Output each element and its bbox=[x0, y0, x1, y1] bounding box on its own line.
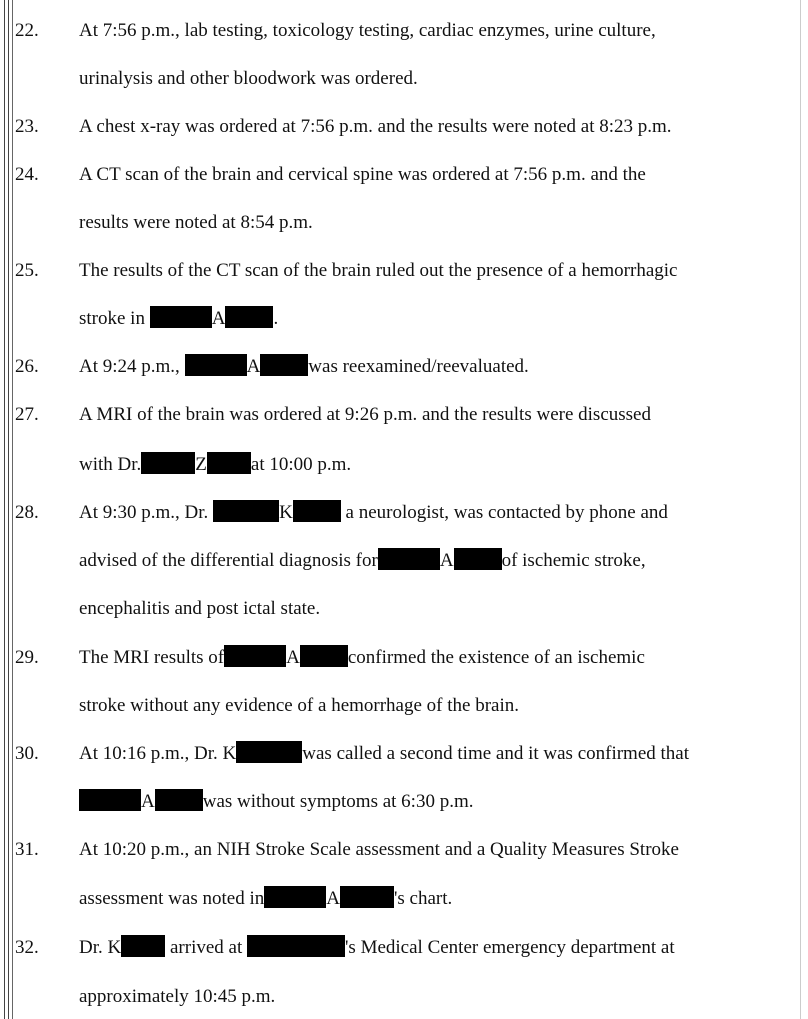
text-run: a neurologist, was contacted by phone and bbox=[340, 502, 668, 523]
paragraph-line bbox=[0, 352, 808, 382]
paragraph-text bbox=[79, 352, 529, 382]
paragraph-text bbox=[79, 643, 645, 673]
redaction-bar bbox=[260, 354, 308, 376]
paragraph-line bbox=[0, 884, 808, 914]
text-run: approximately 10:45 p.m. bbox=[79, 986, 276, 1007]
text-run: stroke without any evidence of a hemorrhage of the brain. bbox=[79, 695, 520, 716]
paragraph-line bbox=[0, 256, 808, 286]
text-run: was reexamined/reevaluated. bbox=[308, 356, 529, 377]
text-run: stroke in bbox=[79, 308, 150, 329]
redaction-bar bbox=[378, 548, 440, 570]
text-run: advised of the differential diagnosis for bbox=[79, 550, 378, 571]
paragraph-text bbox=[79, 691, 519, 721]
text-run: At 10:16 p.m., Dr. K bbox=[79, 743, 237, 764]
paragraph-line bbox=[0, 933, 808, 963]
redaction-bar bbox=[150, 306, 212, 328]
text-run: A bbox=[439, 550, 454, 571]
text-run: 's chart. bbox=[393, 888, 453, 909]
redaction-bar bbox=[224, 645, 286, 667]
paragraph-text bbox=[79, 884, 452, 914]
text-run: At 9:30 p.m., Dr. bbox=[79, 502, 214, 523]
redaction-bar bbox=[207, 452, 251, 474]
paragraph-number: 32. bbox=[15, 937, 39, 958]
paragraph-text bbox=[79, 933, 675, 963]
redaction-bar bbox=[454, 548, 502, 570]
paragraph-text bbox=[79, 400, 651, 430]
redaction-bar bbox=[79, 789, 141, 811]
text-run: At 10:20 p.m., an NIH Stroke Scale assessment and a Quality Measures Stroke bbox=[79, 839, 679, 860]
text-run: K bbox=[279, 502, 293, 523]
paragraph-text bbox=[79, 450, 351, 480]
text-run: A bbox=[286, 647, 300, 668]
text-run: 's Medical Center emergency department at bbox=[345, 937, 675, 958]
paragraph-number: 31. bbox=[15, 839, 39, 860]
paragraph-line bbox=[0, 112, 808, 142]
paragraph-number: 25. bbox=[15, 260, 39, 281]
text-run: At 7:56 p.m., lab testing, toxicology testing, cardiac enzymes, urine culture, bbox=[79, 20, 656, 41]
paragraph-line bbox=[0, 160, 808, 190]
text-run: Dr. K bbox=[79, 937, 122, 958]
paragraph-line bbox=[0, 450, 808, 480]
redaction-bar bbox=[185, 354, 247, 376]
paragraph-line bbox=[0, 64, 808, 94]
text-run: A chest x-ray was ordered at 7:56 p.m. and the results were noted at 8:23 p.m. bbox=[79, 116, 672, 137]
paragraph-line bbox=[0, 643, 808, 673]
text-run: A CT scan of the brain and cervical spine was ordered at 7:56 p.m. and the bbox=[79, 164, 646, 185]
redaction-bar bbox=[300, 645, 348, 667]
redaction-bar bbox=[225, 306, 273, 328]
paragraph-line bbox=[0, 16, 808, 46]
paragraph-text bbox=[79, 835, 679, 865]
paragraph-number: 29. bbox=[15, 647, 39, 668]
paragraph-line bbox=[0, 982, 808, 1012]
redaction-bar bbox=[293, 500, 341, 522]
paragraph-line bbox=[0, 691, 808, 721]
text-run: was without symptoms at 6:30 p.m. bbox=[202, 791, 474, 812]
paragraph-number: 30. bbox=[15, 743, 39, 764]
paragraph-line bbox=[0, 594, 808, 624]
paragraph-text bbox=[79, 594, 320, 624]
paragraph-text bbox=[79, 256, 677, 286]
text-run: A bbox=[141, 791, 155, 812]
text-run: At 9:24 p.m., bbox=[79, 356, 185, 377]
redaction-bar bbox=[121, 935, 165, 957]
paragraph-text bbox=[79, 739, 689, 769]
paragraph-line bbox=[0, 739, 808, 769]
paragraph-line bbox=[0, 304, 808, 334]
redaction-bar bbox=[236, 741, 302, 763]
paragraph-number: 24. bbox=[15, 164, 39, 185]
paragraph-number: 22. bbox=[15, 20, 39, 41]
text-run: The MRI results of bbox=[79, 647, 225, 668]
text-run: assessment was noted in bbox=[79, 888, 265, 909]
text-run: Z bbox=[195, 454, 207, 475]
redaction-bar bbox=[213, 500, 279, 522]
redaction-bar bbox=[340, 886, 394, 908]
text-run: at 10:00 p.m. bbox=[250, 454, 352, 475]
text-run: results were noted at 8:54 p.m. bbox=[79, 212, 313, 233]
text-run: The results of the CT scan of the brain ruled out the presence of a hemorrhagic bbox=[79, 260, 678, 281]
text-run: encephalitis and post ictal state. bbox=[79, 598, 321, 619]
paragraph-number: 23. bbox=[15, 116, 39, 137]
text-run: A MRI of the brain was ordered at 9:26 p.m. and the results were discussed bbox=[79, 404, 651, 425]
redaction-bar bbox=[264, 886, 326, 908]
paragraph-text bbox=[79, 16, 656, 46]
text-run: confirmed the existence of an ischemic bbox=[347, 647, 645, 668]
paragraph-text bbox=[79, 112, 672, 142]
paragraph-line bbox=[0, 208, 808, 238]
paragraph-text bbox=[79, 546, 646, 576]
text-run: with Dr. bbox=[79, 454, 142, 475]
paragraph-line bbox=[0, 498, 808, 528]
redaction-bar bbox=[247, 935, 345, 957]
text-run: arrived at bbox=[165, 937, 247, 958]
text-run: . bbox=[273, 308, 279, 329]
paragraph-line bbox=[0, 546, 808, 576]
text-run: A bbox=[326, 888, 340, 909]
paragraph-text bbox=[79, 982, 275, 1012]
paragraph-text bbox=[79, 498, 668, 528]
paragraph-line bbox=[0, 787, 808, 817]
paragraph-text bbox=[79, 64, 418, 94]
paragraph-text bbox=[79, 787, 473, 817]
paragraph-line bbox=[0, 835, 808, 865]
paragraph-number: 27. bbox=[15, 404, 39, 425]
text-run: A bbox=[211, 308, 226, 329]
paragraph-text bbox=[79, 208, 313, 238]
paragraph-text bbox=[79, 160, 646, 190]
redaction-bar bbox=[155, 789, 203, 811]
paragraph-line bbox=[0, 400, 808, 430]
text-run: A bbox=[246, 356, 261, 377]
paragraph-text bbox=[79, 304, 278, 334]
text-run: of ischemic stroke, bbox=[501, 550, 646, 571]
text-run: was called a second time and it was confirmed that bbox=[302, 743, 690, 764]
paragraph-number: 28. bbox=[15, 502, 39, 523]
paragraph-number: 26. bbox=[15, 356, 39, 377]
text-run: urinalysis and other bloodwork was ordered. bbox=[79, 68, 418, 89]
redaction-bar bbox=[141, 452, 195, 474]
